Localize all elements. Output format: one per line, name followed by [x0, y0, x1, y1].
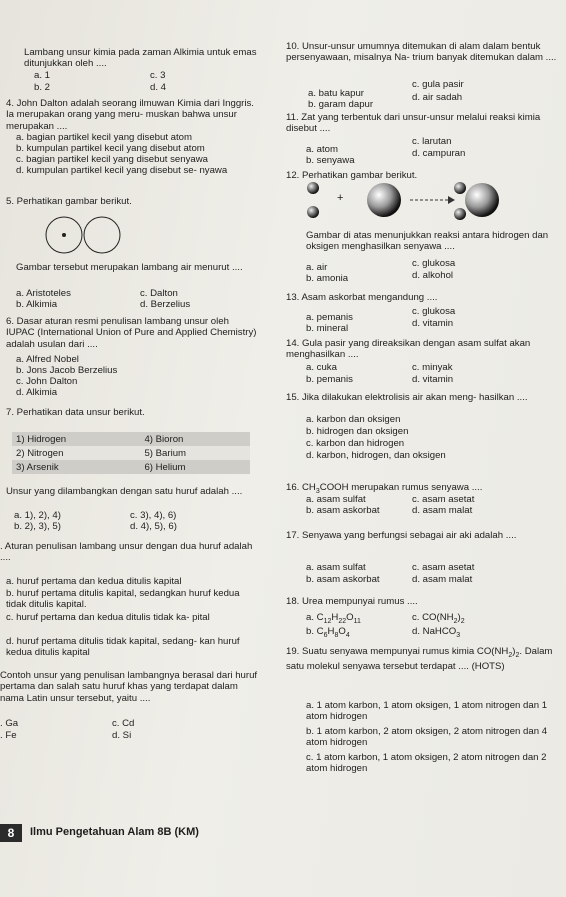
formula-subscript: 2 — [453, 617, 458, 625]
q4-option-d — [16, 165, 256, 176]
q16-option-d: d. asam malat — [412, 505, 473, 516]
table-cell: 6) Helium — [140, 460, 250, 474]
water-hydrogen-atom — [454, 182, 466, 194]
hydrogen-atom-bottom — [307, 206, 319, 218]
question-13-text: 13. Asam askorbat mengandung .... — [286, 292, 438, 303]
q8-option-c — [6, 612, 256, 623]
q16-formula-part: 16. CH — [286, 482, 316, 493]
q11-option-d: d. campuran — [412, 148, 466, 159]
q6-option-c: c. John Dalton — [16, 376, 78, 387]
question-6 — [6, 316, 260, 350]
q9-option-b: . Fe — [0, 730, 17, 741]
q12-option-a: a. air — [306, 262, 328, 273]
question-15 — [286, 392, 564, 403]
formula-subscript: 2 — [460, 617, 465, 625]
table-cell: 4) Bioron — [140, 432, 250, 446]
q16-option-a: a. asam sulfat — [306, 494, 366, 505]
q18-option-b — [306, 626, 350, 641]
q17-option-a: a. asam sulfat — [306, 562, 366, 573]
question-11-text: 11. Zat yang terbentuk dari unsur-unsur melalui reaksi kimia disebut .... — [286, 112, 541, 135]
q18-option-d — [412, 626, 460, 641]
q19-option-a — [306, 700, 564, 723]
dalton-oxygen-circle — [84, 217, 120, 253]
q17-option-b: b. asam askorbat — [306, 574, 380, 585]
question-5-prompt-text: Gambar tersebut merupakan lambang air menurut .... — [16, 262, 243, 273]
question-3-text: Lambang unsur kimia pada zaman Alkimia untuk emas ditunjukkan oleh .... — [24, 47, 257, 70]
q17-option-d: d. asam malat — [412, 574, 473, 585]
question-7-text: 7. Perhatikan data unsur berikut. — [6, 407, 145, 418]
q10-option-b: b. garam dapur — [308, 99, 374, 110]
q5-option-b: b. Alkimia — [16, 299, 58, 310]
q19-text-part: 19. Suatu senyawa mempunyai rumus kimia CO(NH — [286, 646, 509, 657]
reaction-plus-sign: + — [337, 192, 344, 204]
formula-part: b. C — [306, 626, 324, 637]
q9-option-d: d. Si — [112, 730, 132, 741]
q16-option-b: b. asam askorbat — [306, 505, 380, 516]
q18-option-a — [306, 612, 361, 627]
q16-formula-rest: COOH merupakan rumus senyawa .... — [319, 482, 483, 493]
q13-option-c: c. glukosa — [412, 306, 456, 317]
question-17-text: 17. Senyawa yang berfungsi sebagai air aki adalah .... — [286, 530, 517, 541]
formula-part: c. CO(NH — [412, 612, 454, 623]
oxygen-atom — [367, 183, 401, 217]
q10-option-d: d. air sadah — [412, 92, 463, 103]
q6-option-b: b. Jons Jacob Berzelius — [16, 365, 118, 376]
q4-option-a: a. bagian partikel kecil yang disebut atom — [16, 132, 192, 143]
q14-option-b: b. pemanis — [306, 374, 353, 385]
formula-part: ) — [457, 612, 461, 623]
q11-option-b: b. senyawa — [306, 155, 355, 166]
q9-option-c: c. Cd — [112, 718, 135, 729]
q10-option-c: c. gula pasir — [412, 79, 464, 90]
q12-option-b: b. amonia — [306, 273, 349, 284]
q5-option-c: c. Dalton — [140, 288, 178, 299]
dalton-hydrogen-dot — [62, 233, 66, 237]
q14-option-c: c. minyak — [412, 362, 453, 373]
formula-subscript: 2 — [515, 651, 520, 659]
q13-option-d: d. vitamin — [412, 318, 454, 329]
question-3 — [24, 47, 260, 70]
q8-option-c-text: c. huruf pertama dan kedua ditulis tidak ka- pital — [6, 612, 210, 623]
q7-option-d: d. 4), 5), 6) — [130, 521, 177, 532]
q14-option-a: a. cuka — [306, 362, 337, 373]
table-row — [12, 446, 250, 460]
q3-option-d: d. 4 — [150, 82, 167, 93]
reaction-arrowhead — [448, 196, 455, 204]
q15-option-d: d. karbon, hidrogen, dan oksigen — [306, 450, 446, 461]
question-5-prompt — [16, 262, 256, 273]
question-14 — [286, 338, 564, 361]
q14-option-d: d. vitamin — [412, 374, 454, 385]
q8-option-a: a. huruf pertama dan kedua ditulis kapital — [6, 576, 182, 587]
table-cell: 1) Hidrogen — [12, 432, 140, 446]
question-4-text: 4. John Dalton adalah seorang ilmuwan Kimia dari Inggris. Ia merupakan orang yang meru- muskan bahwa unsur merupakan .... — [6, 98, 254, 132]
formula-part: a. C — [306, 612, 324, 623]
question-11 — [286, 112, 564, 135]
q3-option-b: b. 2 — [34, 82, 51, 93]
q19-text-part: . Dalam satu molekul senyawa tersebut terdapat .... (HOTS) — [286, 646, 553, 673]
q16-subscript: 3 — [315, 487, 320, 495]
q19-option-a-text: a. 1 atom karbon, 1 atom oksigen, 1 atom nitrogen dan 1 atom hidrogen — [306, 700, 548, 723]
element-data-table — [12, 432, 250, 474]
q7-option-a: a. 1), 2), 4) — [14, 510, 61, 521]
book-title: Ilmu Pengetahuan Alam 8B (KM) — [30, 826, 199, 838]
q19-option-b-text: b. 1 atom karbon, 2 atom oksigen, 2 atom nitrogen dan 4 atom hidrogen — [306, 726, 548, 749]
q8-option-d — [6, 636, 260, 659]
table-row — [12, 460, 250, 474]
question-14-text: 14. Gula pasir yang direaksikan dengan asam sulfat akan menghasilkan .... — [286, 338, 531, 361]
q8-option-b-text: b. huruf pertama ditulis kapital, sedangkan huruf kedua tidak ditulis kapital. — [6, 588, 240, 611]
question-7-prompt-text: Unsur yang dilambangkan dengan satu huruf adalah .... — [6, 486, 243, 497]
question-8-text: . Aturan penulisan lambang unsur dengan dua huruf adalah .... — [0, 541, 253, 564]
question-18-text: 18. Urea mempunyai rumus .... — [286, 596, 418, 607]
q3-option-a: a. 1 — [34, 70, 51, 81]
question-12-text: 12. Perhatikan gambar berikut. — [286, 170, 418, 181]
table-cell: 3) Arsenik — [12, 460, 140, 474]
table-cell: 2) Nitrogen — [12, 446, 140, 460]
formula-part: H — [331, 612, 339, 623]
question-7-prompt — [6, 486, 260, 497]
q3-option-c: c. 3 — [150, 70, 166, 81]
q19-option-c-text: c. 1 atom karbon, 1 atom oksigen, 2 atom nitrogen dan 2 atom hidrogen — [306, 752, 547, 775]
q6-option-a: a. Alfred Nobel — [16, 354, 79, 365]
question-4 — [6, 98, 260, 132]
q16-option-c: c. asam asetat — [412, 494, 475, 505]
formula-subscript: 2 — [508, 651, 513, 659]
q15-option-b: b. hidrogen dan oksigen — [306, 426, 409, 437]
q11-option-c: c. larutan — [412, 136, 452, 147]
q7-option-c: c. 3), 4), 6) — [130, 510, 177, 521]
q5-option-a: a. Aristoteles — [16, 288, 71, 299]
question-15-text: 15. Jika dilakukan elektrolisis air akan meng- hasilkan .... — [286, 392, 528, 403]
question-12-prompt-text: Gambar di atas menunjukkan reaksi antara hidrogen dan oksigen menghasilkan senyawa .... — [306, 230, 549, 253]
water-hydrogen-atom — [454, 208, 466, 220]
water-oxygen-atom — [465, 183, 499, 217]
q11-option-a: a. atom — [306, 144, 338, 155]
q19-option-b — [306, 726, 564, 749]
q13-option-b: b. mineral — [306, 323, 349, 334]
question-6-text: 6. Dasar aturan resmi penulisan lambang unsur oleh IUPAC (International Union of Pure and Applied Chemistry) adalah usulan dari .... — [6, 316, 257, 350]
table-row — [12, 432, 250, 446]
question-9-text: Contoh unsur yang penulisan lambangnya berasal dari huruf pertama dan salah satu huruf khas yang terdapat dalam nama Latin unsur tersebut, yaitu .... — [0, 670, 258, 704]
q4-option-c: c. bagian partikel kecil yang disebut senyawa — [16, 154, 208, 165]
formula-subscript: 22 — [338, 617, 347, 625]
q6-option-d: d. Alkimia — [16, 387, 58, 398]
q19-text-part: ) — [512, 646, 516, 657]
question-19-text — [286, 646, 564, 673]
formula-subscript: 11 — [353, 617, 361, 625]
q9-option-a: . Ga — [0, 718, 19, 729]
question-19 — [286, 646, 564, 673]
q4-option-d-text: d. kumpulan partikel kecil yang disebut se- nyawa — [16, 165, 228, 176]
formula-subscript: 8 — [334, 631, 339, 639]
formula-subscript: 4 — [345, 631, 350, 639]
formula-subscript: 6 — [323, 631, 328, 639]
question-12-prompt — [306, 230, 564, 253]
q12-option-d: d. alkohol — [412, 270, 454, 281]
q7-option-b: b. 2), 3), 5) — [14, 521, 61, 532]
formula-part: H — [327, 626, 335, 637]
formula-subscript: 12 — [323, 617, 332, 625]
dalton-water-symbol — [44, 214, 130, 256]
q8-option-b — [6, 588, 256, 611]
q19-option-c — [306, 752, 564, 775]
q15-option-c: c. karbon dan hidrogen — [306, 438, 405, 449]
q13-option-a: a. pemanis — [306, 312, 353, 323]
q15-option-a: a. karbon dan oksigen — [306, 414, 401, 425]
q18-option-c — [412, 612, 465, 627]
formula-part: O — [338, 626, 346, 637]
q10-option-a: a. batu kapur — [308, 88, 365, 99]
formula-part: O — [346, 612, 354, 623]
question-10-text: 10. Unsur-unsur umumnya ditemukan di alam dalam bentuk persenyawaan, misalnya Na- trium banyak ditemukan dalam .... — [286, 41, 557, 64]
question-10 — [286, 41, 564, 64]
formula-subscript: 3 — [456, 631, 461, 639]
table-cell: 5) Barium — [140, 446, 250, 460]
q5-option-d: d. Berzelius — [140, 299, 191, 310]
question-5-text: 5. Perhatikan gambar berikut. — [6, 196, 132, 207]
q12-option-c: c. glukosa — [412, 258, 456, 269]
question-9 — [0, 670, 262, 704]
question-17 — [286, 530, 564, 541]
question-8 — [0, 541, 260, 564]
formula-part: d. NaHCO — [412, 626, 457, 637]
q17-option-c: c. asam asetat — [412, 562, 475, 573]
q8-option-d-text: d. huruf pertama ditulis tidak kapital, sedang- kan huruf kedua ditulis kapital — [6, 636, 240, 659]
page-number: 8 — [0, 824, 22, 842]
hydrogen-atom-top — [307, 182, 319, 194]
q4-option-b: b. kumpulan partikel kecil yang disebut atom — [16, 143, 205, 154]
